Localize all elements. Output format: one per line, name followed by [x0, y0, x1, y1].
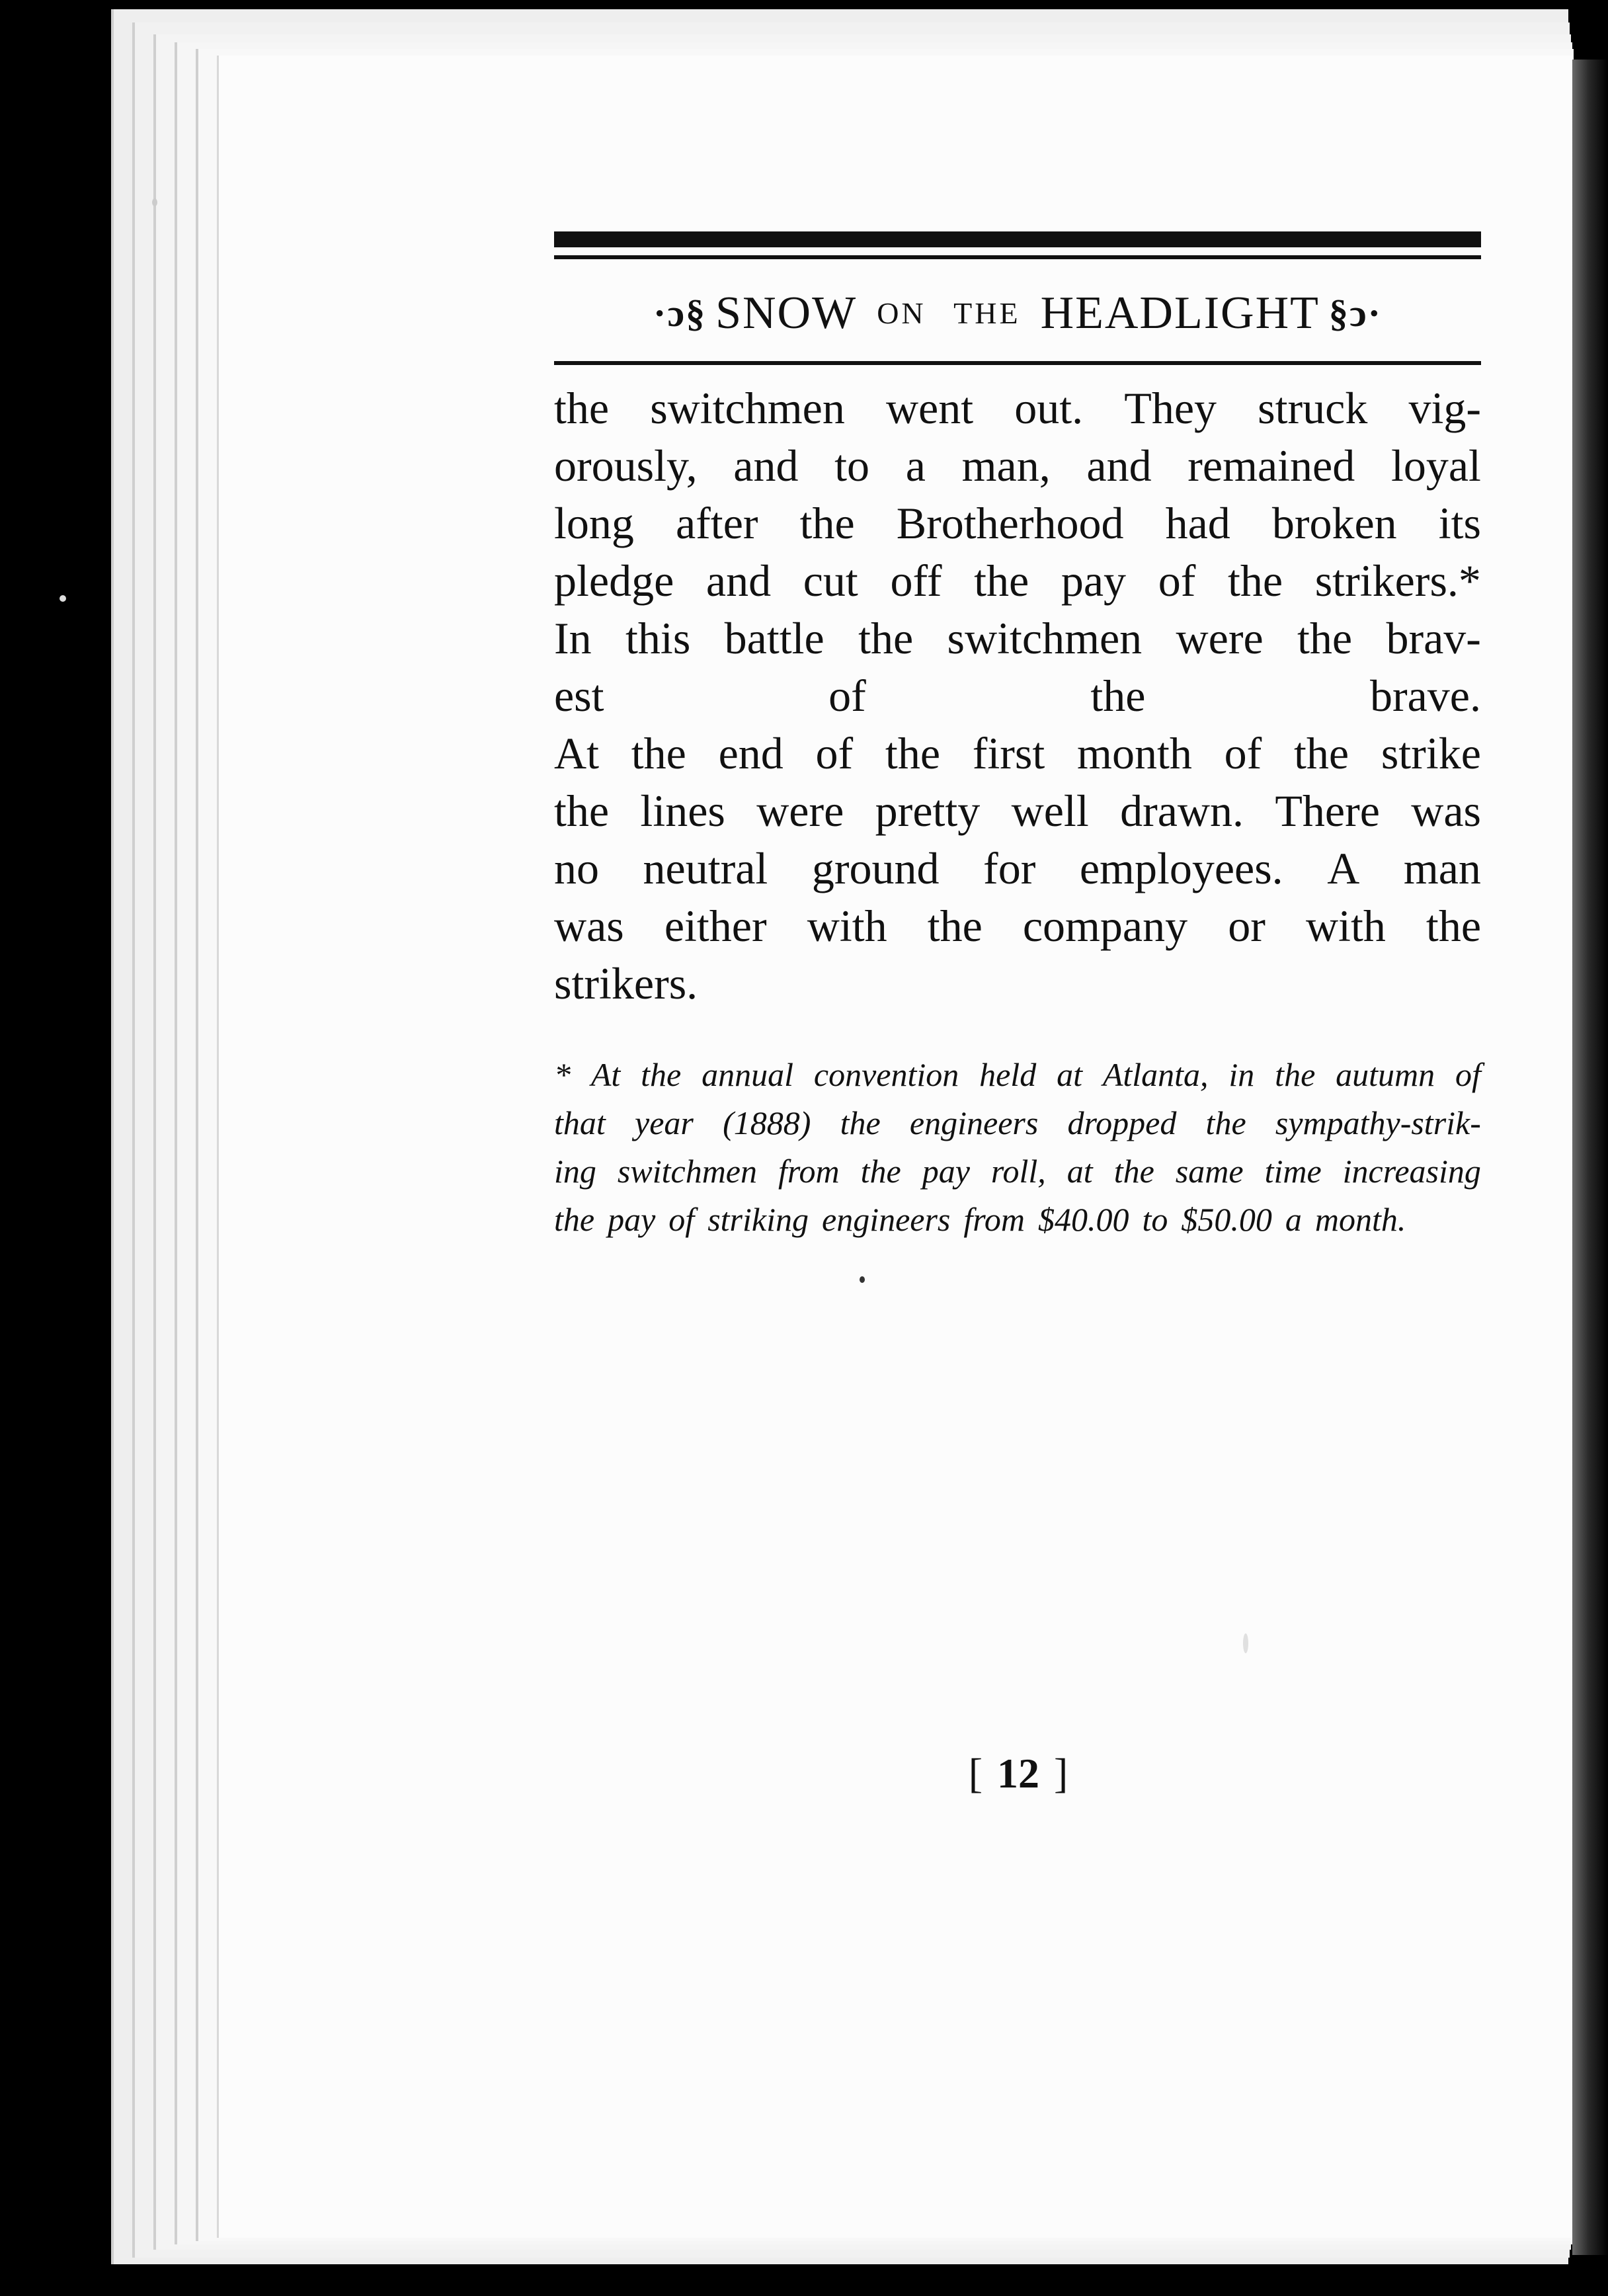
- body-text: [554, 380, 1481, 1012]
- footnote-word: from: [963, 1201, 1025, 1238]
- body-word: went: [885, 383, 974, 433]
- footnote-word: Atlanta,: [1102, 1056, 1209, 1093]
- body-word: the: [858, 613, 914, 663]
- body-word: the: [885, 728, 940, 778]
- footnote-word: in: [1228, 1056, 1255, 1093]
- body-word: the: [1297, 613, 1353, 663]
- footnote-word: ing: [554, 1153, 596, 1190]
- body-word: lines: [640, 786, 725, 836]
- footnote-line: [554, 1099, 1481, 1147]
- running-head-word: [877, 298, 1020, 329]
- body-word: the: [554, 786, 610, 836]
- body-word: with: [1305, 901, 1386, 951]
- running-head: [554, 287, 1481, 340]
- body-word: the: [631, 728, 686, 778]
- footnote-word: the: [554, 1201, 595, 1238]
- body-word: orously,: [554, 440, 698, 491]
- footnote-word: annual: [702, 1056, 794, 1093]
- footnote-word: the: [860, 1153, 901, 1190]
- body-word: pledge: [554, 555, 674, 606]
- body-word: the: [554, 383, 610, 433]
- body-word: long: [554, 498, 634, 548]
- footnote-word: (1888): [723, 1104, 811, 1141]
- folio-number: 12: [997, 1750, 1039, 1797]
- body-word: to: [834, 440, 870, 491]
- footnote-word: $40.00: [1038, 1201, 1129, 1238]
- body-word: est: [554, 671, 604, 721]
- footnote-word: striking: [707, 1201, 809, 1238]
- body-word: the: [1426, 901, 1481, 951]
- footnote-word: held: [979, 1056, 1037, 1093]
- body-word: and: [733, 440, 799, 491]
- body-word: first: [972, 728, 1045, 778]
- footnote-word: increasing: [1342, 1153, 1481, 1190]
- body-word: the: [974, 555, 1029, 606]
- body-word: a: [905, 440, 926, 491]
- footnote-word: the: [840, 1104, 881, 1141]
- footnote-word: switchmen: [617, 1153, 757, 1190]
- body-word: for: [983, 843, 1036, 893]
- header-rule-thick: [554, 231, 1481, 247]
- body-word: pay: [1061, 555, 1127, 606]
- body-word: switchmen: [947, 613, 1143, 663]
- body-word: and: [705, 555, 772, 606]
- body-line: [554, 437, 1481, 495]
- body-word: off: [890, 555, 942, 606]
- body-word: pretty: [875, 786, 981, 836]
- body-word: were: [756, 786, 844, 836]
- body-word: cut: [803, 555, 858, 606]
- footnote-line: [554, 1051, 1481, 1099]
- body-word: neutral: [643, 843, 768, 893]
- body-word: were: [1176, 613, 1264, 663]
- body-word: struck: [1258, 383, 1368, 433]
- footnote-word: time: [1264, 1153, 1322, 1190]
- body-word: the: [1228, 555, 1283, 606]
- body-word: strikers.*: [1314, 555, 1481, 606]
- body-word: the: [1294, 728, 1349, 778]
- body-word: after: [675, 498, 758, 548]
- footnote-word: dropped: [1067, 1104, 1177, 1141]
- body-word: ground: [811, 843, 940, 893]
- footnote-word: pay: [922, 1153, 970, 1190]
- body-word: well: [1011, 786, 1089, 836]
- footnote-word: convention: [813, 1056, 959, 1093]
- body-word: with: [807, 901, 887, 951]
- body-word: of: [815, 728, 854, 778]
- book-spine: [1572, 60, 1608, 2255]
- footnote-word: pay: [608, 1201, 656, 1238]
- body-word: out.: [1014, 383, 1084, 433]
- body-line: [554, 380, 1481, 437]
- body-word: employees.: [1079, 843, 1283, 893]
- body-word: and: [1086, 440, 1152, 491]
- body-line: [554, 725, 1481, 782]
- footnote-word: autumn: [1336, 1056, 1435, 1093]
- footnote-word: the: [1113, 1153, 1154, 1190]
- footnote-word: year: [635, 1104, 694, 1141]
- footnote-word: roll,: [990, 1153, 1046, 1190]
- footnote-line: [554, 1147, 1481, 1196]
- body-word: battle: [724, 613, 824, 663]
- running-head-word: ON: [877, 296, 926, 330]
- running-head-word: HEADLIGHT: [1040, 288, 1320, 339]
- scan-speck: [60, 595, 66, 602]
- body-word: man: [1403, 843, 1481, 893]
- footnote-line: [554, 1196, 1481, 1244]
- footnote-word: *: [554, 1056, 571, 1093]
- body-word: vig-: [1408, 383, 1481, 433]
- body-word: of: [1158, 555, 1196, 606]
- footnote-word: the: [1275, 1056, 1316, 1093]
- body-word: was: [554, 901, 624, 951]
- running-head-word: SNOW: [715, 288, 858, 339]
- footnote-word: engineers: [822, 1201, 951, 1238]
- body-line: [554, 782, 1481, 840]
- footnote-word: from: [778, 1153, 840, 1190]
- body-word: remained: [1187, 440, 1355, 491]
- left-ornament-icon: ·ɔ§: [653, 292, 707, 335]
- body-word: loyal: [1390, 440, 1481, 491]
- footnote-word: to: [1142, 1201, 1168, 1238]
- body-word: A: [1327, 843, 1360, 893]
- footnote-word: same: [1175, 1153, 1244, 1190]
- body-word: In: [554, 613, 592, 663]
- body-word: man,: [961, 440, 1051, 491]
- body-word: brave.: [1369, 671, 1481, 721]
- footnote-word: sympathy-strik-: [1275, 1104, 1481, 1141]
- body-word: They: [1124, 383, 1217, 433]
- body-word: At: [554, 728, 599, 778]
- body-line: [554, 610, 1481, 667]
- body-word: this: [625, 613, 691, 663]
- footnote-word: of: [1455, 1056, 1481, 1093]
- running-head-word: THE: [953, 296, 1021, 330]
- footnote-word: at: [1057, 1056, 1082, 1093]
- body-word: broken: [1271, 498, 1397, 548]
- scan-speck: [860, 1276, 865, 1283]
- body-line: [554, 897, 1481, 955]
- body-word: end: [718, 728, 784, 778]
- body-word: There: [1275, 786, 1380, 836]
- body-word: company: [1022, 901, 1188, 951]
- footnote: [554, 1051, 1481, 1244]
- footnote-word: month.: [1314, 1201, 1406, 1238]
- footnote-word: the: [1205, 1104, 1246, 1141]
- body-word: its: [1438, 498, 1481, 548]
- body-word: of: [828, 671, 866, 721]
- footnote-word: a: [1285, 1201, 1302, 1238]
- folio-bracket: [: [968, 1750, 983, 1797]
- body-word: the: [927, 901, 983, 951]
- body-word: strikers.: [554, 958, 698, 1008]
- body-line: [554, 840, 1481, 897]
- scan-speck: [1243, 1633, 1248, 1653]
- body-word: drawn.: [1120, 786, 1244, 836]
- folio-bracket: ]: [1054, 1750, 1068, 1797]
- footnote-word: the: [641, 1056, 682, 1093]
- body-word: month: [1077, 728, 1192, 778]
- footnote-word: engineers: [909, 1104, 1039, 1141]
- body-line: [554, 495, 1481, 552]
- body-line: [554, 552, 1481, 610]
- body-line: [554, 667, 1481, 725]
- header-rule-thin: [554, 255, 1481, 259]
- footnote-word: that: [554, 1104, 606, 1141]
- right-ornament-icon: §ↄ·: [1328, 292, 1383, 335]
- body-word: either: [664, 901, 767, 951]
- body-word: was: [1411, 786, 1481, 836]
- body-word: the: [799, 498, 855, 548]
- body-word: brav-: [1386, 613, 1481, 663]
- body-word: or: [1228, 901, 1266, 951]
- body-word: switchmen: [650, 383, 845, 433]
- page-number: [939, 1749, 1098, 1798]
- footnote-word: of: [668, 1201, 695, 1238]
- body-line: [554, 955, 1481, 1012]
- body-word: no: [554, 843, 599, 893]
- page-content: [554, 231, 1481, 1244]
- footnote-word: $50.00: [1181, 1201, 1272, 1238]
- scan-speck: [152, 198, 157, 206]
- body-word: strike: [1381, 728, 1481, 778]
- body-word: of: [1224, 728, 1262, 778]
- footnote-word: At: [590, 1056, 621, 1093]
- body-word: Brotherhood: [896, 498, 1124, 548]
- body-word: the: [1090, 671, 1146, 721]
- running-head-underline: [554, 361, 1481, 365]
- footnote-word: at: [1066, 1153, 1093, 1190]
- body-word: had: [1165, 498, 1230, 548]
